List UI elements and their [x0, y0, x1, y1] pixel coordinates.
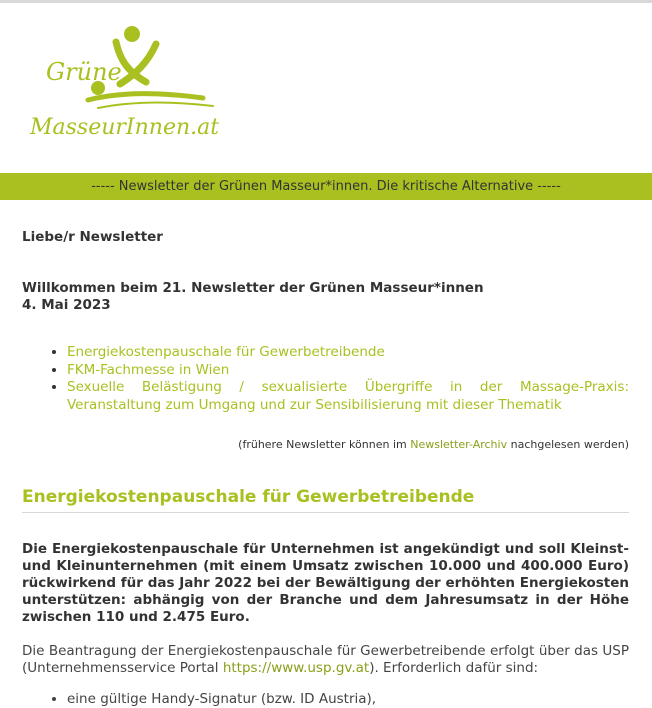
archive-text-after: nachgelesen werden): [507, 438, 629, 451]
top-border: [0, 0, 652, 3]
section-paragraph: [22, 643, 629, 677]
logo-image[interactable]: [28, 22, 248, 147]
welcome-line: Willkommen beim 21. Newsletter der Grünen Masseur*innen: [22, 280, 484, 296]
para-text-after: ). Erforderlich dafür sind:: [369, 660, 539, 676]
requirements-list: [22, 691, 629, 708]
section-lead: Die Energiekostenpauschale für Unternehmen ist angekündigt und soll Kleinst- und Kleinunternehmen (mit einem Umsatz zwischen 10.000 und 400.000 Euro) rückwirkend für das Jahr 2022 bei der Bewältigung der erhöhten Energiekosten unterstützen: abhängig von der Branche und dem Jahresumsatz in der Höhe zwischen 110 und 2.475 Euro.: [22, 541, 629, 625]
welcome-heading: [22, 280, 484, 314]
toc-link-sexuelle-belaestigung[interactable]: • Sexuelle Belästigung / sexualisierte Übergriffe in der Massage-Praxis: Veranstaltung zum Umgang und zur Sensibilisierung mit dieser Thematik: [67, 379, 629, 414]
archive-note: [238, 438, 629, 451]
newsletter-archive-link[interactable]: Newsletter-Archiv: [410, 438, 508, 451]
newsletter-banner: ----- Newsletter der Grünen Masseur*innen. Die kritische Alternative -----: [0, 173, 652, 200]
archive-text-before: (frühere Newsletter können im: [238, 438, 411, 451]
list-item: • eine gültige Handy-Signatur (bzw. ID Austria),: [67, 691, 629, 708]
section-title: Energiekostenpauschale für Gewerbetreibende: [22, 487, 629, 513]
logo-line2: MasseurInnen.at: [30, 115, 220, 140]
newsletter-date: 4. Mai 2023: [22, 297, 111, 313]
table-of-contents: [22, 344, 629, 414]
logo-line1: Grüne: [46, 58, 122, 86]
para-text-before: Die Beantragung der Energiekostenpauschale für Gewerbetreibende erfolgt über das USP (Unternehmensservice Portal: [22, 643, 629, 676]
greeting: Liebe/r Newsletter: [22, 229, 163, 245]
toc-link-fkm-fachmesse[interactable]: • FKM-Fachmesse in Wien: [67, 362, 629, 380]
logo-head-icon: [124, 26, 140, 42]
toc-link-energiekosten[interactable]: • Energiekostenpauschale für Gewerbetreibende: [67, 344, 629, 362]
usp-link[interactable]: https://www.usp.gv.at: [222, 660, 370, 676]
